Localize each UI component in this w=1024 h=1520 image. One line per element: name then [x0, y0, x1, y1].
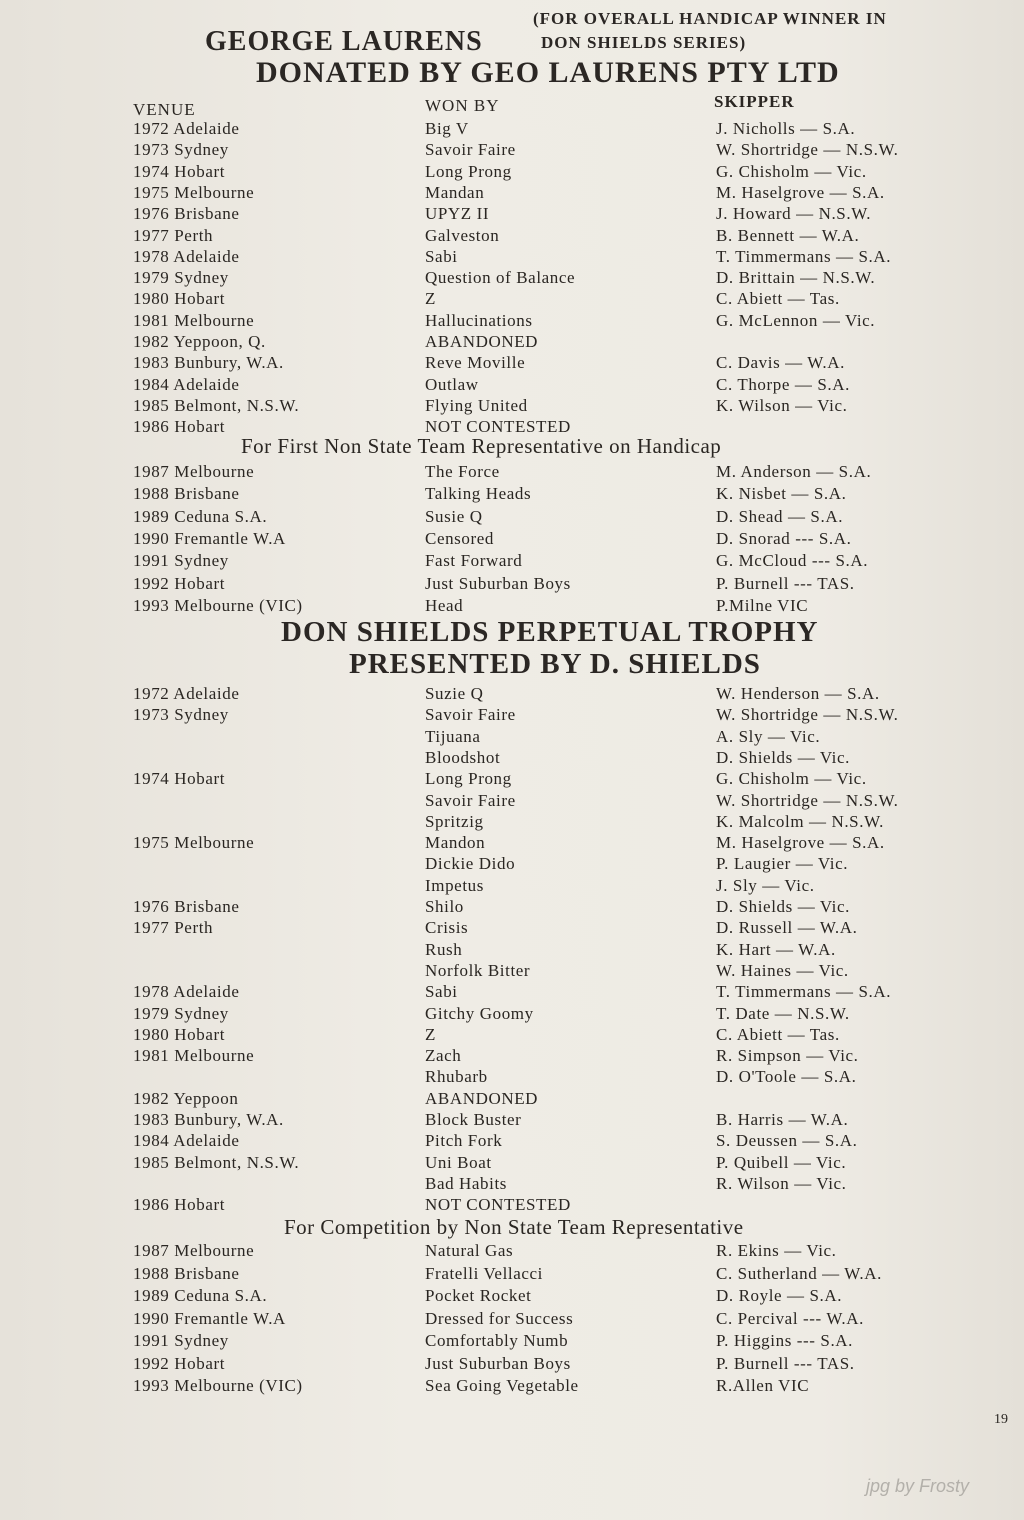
table-row: [0, 1240, 1024, 1261]
table-row: [0, 1194, 1024, 1215]
venue-cell: 1983 Bunbury, W.A.: [133, 353, 284, 373]
table-row: [0, 875, 1024, 896]
yacht-cell: Long Prong: [425, 769, 512, 789]
yacht-cell: Savoir Faire: [425, 705, 516, 725]
skipper-cell: M. Anderson — S.A.: [716, 462, 872, 481]
photo-credit: jpg by Frosty: [865, 1476, 969, 1496]
skipper-cell: T. Date — N.S.W.: [716, 1003, 850, 1023]
yacht-cell: The Force: [425, 462, 500, 481]
skipper-cell: G. Chisholm — Vic.: [716, 161, 867, 181]
table-row: [0, 726, 1024, 747]
table-row: [0, 331, 1024, 352]
yacht-cell: Just Suburban Boys: [425, 573, 571, 593]
table-row: [0, 506, 1024, 527]
yacht-cell: Impetus: [425, 875, 484, 895]
venue-cell: 1972 Adelaide: [133, 119, 240, 138]
venue-cell: 1982 Yeppoon: [133, 1088, 239, 1108]
yacht-cell: Bloodshot: [425, 747, 501, 767]
table-row: [0, 267, 1024, 288]
skipper-cell: C. Davis — W.A.: [716, 353, 845, 373]
yacht-cell: Sabi: [425, 982, 458, 1002]
venue-cell: 1979 Sydney: [133, 1003, 229, 1023]
skipper-cell: K. Nisbet — S.A.: [716, 484, 847, 504]
handicap-note-line2: DON SHIELDS SERIES): [541, 33, 747, 52]
yacht-cell: Crisis: [425, 918, 469, 938]
venue-cell: 1991 Sydney: [133, 1331, 229, 1350]
table-row: [0, 595, 1024, 616]
venue-cell: 1991 Sydney: [133, 551, 229, 571]
venue-cell: 1978 Adelaide: [133, 246, 240, 266]
laurens-subheading: For First Non State Team Representative on Handicap: [241, 434, 722, 458]
table-row: [0, 573, 1024, 594]
venue-cell: 1980 Hobart: [133, 289, 226, 309]
yacht-cell: Dressed for Success: [425, 1308, 574, 1328]
yacht-cell: Norfolk Bitter: [425, 960, 531, 980]
table-row: [0, 1109, 1024, 1130]
venue-cell: 1973 Sydney: [133, 705, 229, 725]
venue-cell: 1990 Fremantle W.A: [133, 1308, 286, 1328]
venue-cell: 1983 Bunbury, W.A.: [133, 1110, 284, 1129]
yacht-cell: Spritzig: [425, 811, 484, 831]
table-row: [0, 917, 1024, 938]
table-row: [0, 811, 1024, 832]
venue-cell: 1976 Brisbane: [133, 204, 240, 224]
table-row: [0, 683, 1024, 704]
yacht-cell: Hallucinations: [425, 310, 533, 330]
yacht-cell: Big V: [425, 119, 469, 138]
skipper-cell: M. Haselgrove — S.A.: [716, 833, 885, 853]
yacht-cell: Block Buster: [425, 1110, 522, 1129]
yacht-cell: Tijuana: [425, 726, 481, 746]
venue-cell: 1972 Adelaide: [133, 684, 240, 703]
venue-cell: 1988 Brisbane: [133, 484, 240, 504]
venue-cell: 1976 Brisbane: [133, 897, 240, 916]
venue-cell: 1987 Melbourne: [133, 1241, 255, 1260]
table-row: [0, 395, 1024, 416]
venue-cell: 1987 Melbourne: [133, 462, 255, 481]
table-row: [0, 288, 1024, 309]
skipper-cell: D. O'Toole — S.A.: [716, 1067, 857, 1087]
yacht-cell: UPYZ II: [425, 204, 490, 224]
table-row: [0, 960, 1024, 981]
table-row: [0, 704, 1024, 725]
table-row: [0, 896, 1024, 917]
perpetual-trophy-title: DON SHIELDS PERPETUAL TROPHY: [281, 616, 819, 648]
venue-cell: 1989 Ceduna S.A.: [133, 506, 268, 526]
skipper-cell: D. Shields — Vic.: [716, 747, 851, 767]
skipper-cell: C. Abiett — Tas.: [716, 1024, 840, 1044]
skipper-cell: W. Haines — Vic.: [716, 960, 849, 980]
yacht-cell: Uni Boat: [425, 1152, 492, 1172]
handicap-note-line1: (FOR OVERALL HANDICAP WINNER IN: [533, 9, 887, 28]
yacht-cell: Mandon: [425, 833, 486, 853]
skipper-cell: W. Shortridge — N.S.W.: [716, 705, 899, 725]
table-row: [0, 981, 1024, 1002]
venue-cell: 1975 Melbourne: [133, 182, 255, 202]
skipper-cell: R. Simpson — Vic.: [716, 1046, 859, 1066]
venue-cell: 1985 Belmont, N.S.W.: [133, 1152, 300, 1172]
table-row: [0, 1024, 1024, 1045]
yacht-cell: Long Prong: [425, 161, 512, 181]
skipper-cell: G. McLennon — Vic.: [716, 310, 876, 330]
table-row: [0, 1308, 1024, 1329]
venue-header: VENUE: [133, 100, 196, 119]
table-row: [0, 853, 1024, 874]
yacht-cell: Fratelli Vellacci: [425, 1263, 543, 1283]
table-row: [0, 203, 1024, 224]
skipper-cell: C. Abiett — Tas.: [716, 289, 840, 309]
table-row: [0, 768, 1024, 789]
table-row: [0, 225, 1024, 246]
venue-cell: 1975 Melbourne: [133, 833, 255, 853]
skipper-cell: T. Timmermans — S.A.: [716, 246, 892, 266]
venue-cell: 1974 Hobart: [133, 161, 226, 181]
venue-cell: 1986 Hobart: [133, 1195, 226, 1215]
yacht-cell: NOT CONTESTED: [425, 417, 571, 437]
table-row: [0, 483, 1024, 504]
table-row: [0, 1003, 1024, 1024]
skipper-header: SKIPPER: [714, 92, 795, 111]
venue-cell: 1981 Melbourne: [133, 310, 255, 330]
venue-cell: 1977 Perth: [133, 918, 214, 938]
venue-cell: 1977 Perth: [133, 225, 214, 245]
skipper-cell: G. Chisholm — Vic.: [716, 769, 867, 789]
skipper-cell: P. Quibell — Vic.: [716, 1152, 847, 1172]
table-row: [0, 461, 1024, 482]
venue-cell: 1988 Brisbane: [133, 1263, 240, 1283]
skipper-cell: P.Milne VIC: [716, 595, 809, 615]
skipper-cell: P. Higgins --- S.A.: [716, 1331, 854, 1350]
skipper-cell: R. Wilson — Vic.: [716, 1173, 847, 1193]
venue-cell: 1993 Melbourne (VIC): [133, 1376, 303, 1395]
yacht-cell: Outlaw: [425, 374, 479, 394]
table-row: [0, 374, 1024, 395]
yacht-cell: Fast Forward: [425, 551, 523, 571]
venue-cell: 1993 Melbourne (VIC): [133, 595, 303, 615]
yacht-cell: Galveston: [425, 225, 500, 245]
george-laurens-title: GEORGE LAURENS: [205, 26, 483, 57]
skipper-cell: K. Hart — W.A.: [716, 939, 836, 959]
yacht-cell: Sea Going Vegetable: [425, 1376, 579, 1395]
yacht-cell: Censored: [425, 528, 495, 548]
yacht-cell: Head: [425, 595, 464, 615]
skipper-cell: D. Royle — S.A.: [716, 1286, 843, 1305]
yacht-cell: Flying United: [425, 395, 528, 415]
skipper-cell: T. Timmermans — S.A.: [716, 982, 892, 1002]
skipper-cell: W. Shortridge — N.S.W.: [716, 140, 899, 160]
venue-cell: 1982 Yeppoon, Q.: [133, 332, 266, 351]
yacht-cell: Rhubarb: [425, 1067, 488, 1087]
table-row: [0, 1330, 1024, 1351]
table-row: [0, 310, 1024, 331]
skipper-cell: R.Allen VIC: [716, 1376, 810, 1395]
skipper-cell: C. Thorpe — S.A.: [716, 374, 850, 394]
skipper-cell: B. Bennett — W.A.: [716, 225, 860, 245]
skipper-cell: W. Shortridge — N.S.W.: [716, 790, 899, 810]
page-number: 19: [994, 1412, 1008, 1427]
venue-cell: 1984 Adelaide: [133, 374, 240, 394]
skipper-cell: M. Haselgrove — S.A.: [716, 182, 885, 202]
yacht-cell: Natural Gas: [425, 1241, 514, 1260]
skipper-cell: D. Shead — S.A.: [716, 506, 844, 526]
table-row: [0, 1045, 1024, 1066]
yacht-cell: Mandan: [425, 182, 485, 202]
skipper-cell: D. Russell — W.A.: [716, 918, 858, 938]
yacht-cell: Z: [425, 1024, 436, 1044]
yacht-cell: Comfortably Numb: [425, 1331, 569, 1350]
yacht-cell: Zach: [425, 1046, 462, 1066]
table-row: [0, 790, 1024, 811]
venue-cell: 1979 Sydney: [133, 268, 229, 288]
table-row: [0, 1375, 1024, 1396]
venue-cell: 1989 Ceduna S.A.: [133, 1286, 268, 1305]
skipper-cell: C. Sutherland — W.A.: [716, 1263, 882, 1283]
table-row: [0, 118, 1024, 139]
yacht-cell: Bad Habits: [425, 1173, 508, 1193]
table-row: [0, 139, 1024, 160]
presented-by-heading: PRESENTED BY D. SHIELDS: [349, 648, 761, 680]
venue-cell: 1986 Hobart: [133, 417, 226, 437]
skipper-cell: J. Sly — Vic.: [716, 875, 815, 895]
skipper-cell: K. Malcolm — N.S.W.: [716, 811, 885, 831]
yacht-cell: Talking Heads: [425, 484, 532, 504]
table-row: [0, 1088, 1024, 1109]
yacht-cell: ABANDONED: [425, 332, 539, 351]
venue-cell: 1981 Melbourne: [133, 1046, 255, 1066]
yacht-cell: Z: [425, 289, 436, 309]
skipper-cell: A. Sly — Vic.: [716, 726, 821, 746]
table-row: [0, 1066, 1024, 1087]
venue-cell: 1980 Hobart: [133, 1024, 226, 1044]
table-row: [0, 352, 1024, 373]
table-row: [0, 1152, 1024, 1173]
yacht-cell: Savoir Faire: [425, 790, 516, 810]
yacht-cell: NOT CONTESTED: [425, 1195, 571, 1215]
yacht-cell: Sabi: [425, 246, 458, 266]
yacht-cell: Just Suburban Boys: [425, 1353, 571, 1373]
skipper-cell: C. Percival --- W.A.: [716, 1308, 864, 1328]
skipper-cell: W. Henderson — S.A.: [716, 684, 880, 703]
skipper-cell: D. Snorad --- S.A.: [716, 528, 852, 548]
yacht-cell: Dickie Dido: [425, 854, 516, 874]
yacht-cell: Pitch Fork: [425, 1131, 503, 1151]
table-row: [0, 161, 1024, 182]
perpetual-subheading: For Competition by Non State Team Representative: [284, 1215, 744, 1239]
yacht-cell: Suzie Q: [425, 684, 484, 703]
table-row: [0, 1285, 1024, 1306]
venue-cell: 1978 Adelaide: [133, 982, 240, 1002]
skipper-cell: P. Burnell --- TAS.: [716, 573, 855, 593]
skipper-cell: P. Burnell --- TAS.: [716, 1353, 855, 1373]
yacht-cell: Rush: [425, 939, 463, 959]
yacht-cell: Pocket Rocket: [425, 1286, 532, 1305]
skipper-cell: S. Deussen — S.A.: [716, 1131, 858, 1151]
skipper-cell: J. Howard — N.S.W.: [716, 204, 872, 224]
yacht-cell: Gitchy Goomy: [425, 1003, 534, 1023]
venue-cell: 1992 Hobart: [133, 573, 226, 593]
skipper-cell: D. Brittain — N.S.W.: [716, 268, 876, 288]
skipper-cell: J. Nicholls — S.A.: [716, 119, 856, 138]
skipper-cell: B. Harris — W.A.: [716, 1110, 849, 1129]
yacht-cell: Reve Moville: [425, 353, 526, 373]
skipper-cell: D. Shields — Vic.: [716, 897, 851, 916]
table-row: [0, 246, 1024, 267]
venue-cell: 1985 Belmont, N.S.W.: [133, 395, 300, 415]
won-by-header: WON BY: [425, 96, 500, 115]
table-row: [0, 747, 1024, 768]
table-row: [0, 1173, 1024, 1194]
yacht-cell: Savoir Faire: [425, 140, 516, 160]
skipper-cell: R. Ekins — Vic.: [716, 1241, 837, 1260]
yacht-cell: Susie Q: [425, 506, 483, 526]
yacht-cell: Question of Balance: [425, 268, 576, 288]
yacht-cell: ABANDONED: [425, 1088, 539, 1108]
venue-cell: 1973 Sydney: [133, 140, 229, 160]
table-row: [0, 1353, 1024, 1374]
venue-cell: 1990 Fremantle W.A: [133, 528, 286, 548]
venue-cell: 1974 Hobart: [133, 769, 226, 789]
yacht-cell: Shilo: [425, 897, 464, 916]
table-row: [0, 528, 1024, 549]
skipper-cell: G. McCloud --- S.A.: [716, 551, 869, 571]
venue-cell: 1992 Hobart: [133, 1353, 226, 1373]
table-row: [0, 832, 1024, 853]
table-row: [0, 1263, 1024, 1284]
donated-by-heading: DONATED BY GEO LAURENS PTY LTD: [256, 56, 840, 89]
venue-cell: 1984 Adelaide: [133, 1131, 240, 1151]
table-row: [0, 182, 1024, 203]
table-row: [0, 550, 1024, 571]
table-row: [0, 1130, 1024, 1151]
skipper-cell: K. Wilson — Vic.: [716, 395, 848, 415]
table-row: [0, 939, 1024, 960]
skipper-cell: P. Laugier — Vic.: [716, 854, 849, 874]
